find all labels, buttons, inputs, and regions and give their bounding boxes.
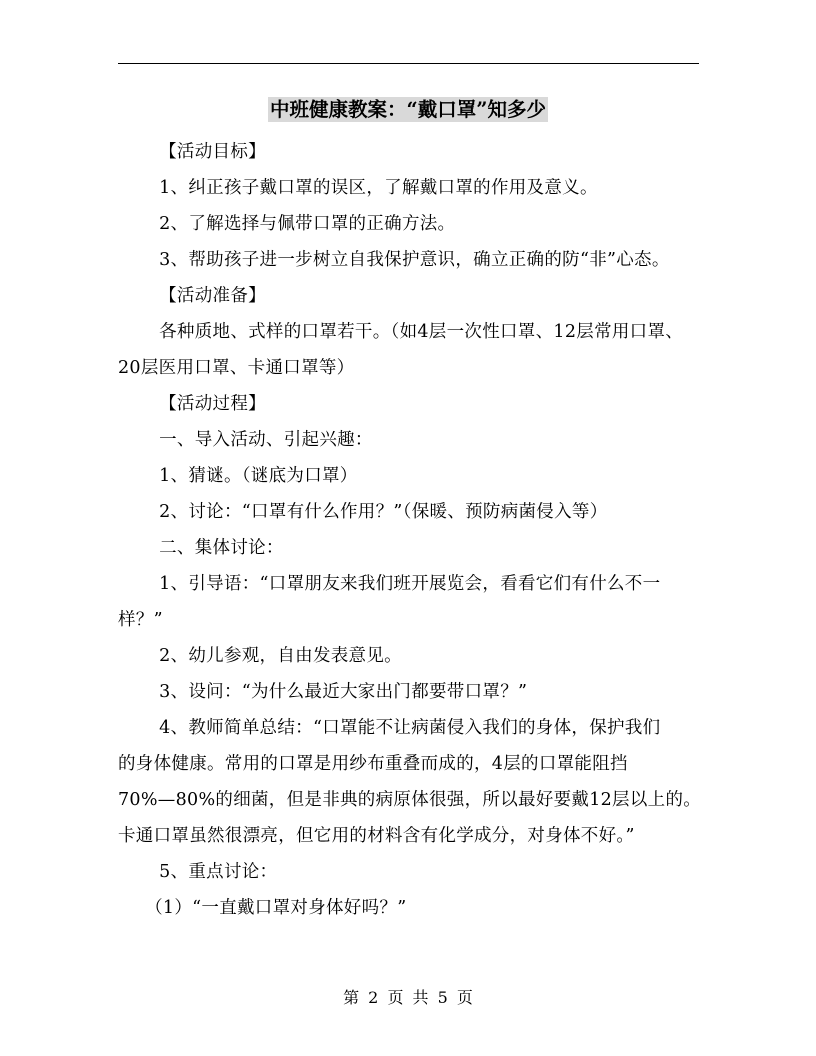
paragraph: 1、引导语：“口罩朋友来我们班开展览会，看看它们有什么不一	[159, 574, 661, 594]
paragraph: 2、了解选择与佩带口罩的正确方法。	[159, 214, 456, 234]
document-title	[0, 94, 816, 126]
section-heading-process: 【活动过程】	[159, 394, 266, 414]
paragraph: 1、猜谜。（谜底为口罩）	[159, 466, 358, 486]
title-text: 中班健康教案：“戴口罩”知多少	[270, 98, 546, 121]
paragraph-continuation: 70%—80%的细菌，但是非典的病原体很强，所以最好要戴12层以上的。	[118, 790, 702, 810]
paragraph: 2、讨论：“口罩有什么作用？”（保暖、预防病菌侵入等）	[159, 502, 608, 522]
paragraph: 4、教师简单总结：“口罩能不让病菌侵入我们的身体，保护我们	[159, 718, 661, 738]
document-body	[118, 134, 702, 926]
paragraph-continuation: 样？”	[118, 610, 163, 630]
paragraph: 3、设问：“为什么最近大家出门都要带口罩？”	[159, 682, 528, 702]
paragraph: 1、纠正孩子戴口罩的误区，了解戴口罩的作用及意义。	[159, 178, 598, 198]
page-footer: 第 2 页 共 5 页	[343, 988, 473, 1007]
paragraph: 二、集体讨论：	[159, 538, 284, 558]
paragraph-continuation: 的身体健康。常用的口罩是用纱布重叠而成的，4层的口罩能阻挡	[118, 754, 628, 774]
paragraph: 一、导入活动、引起兴趣：	[159, 430, 373, 450]
paragraph: 2、幼儿参观，自由发表意见。	[159, 646, 402, 666]
paragraph: 3、帮助孩子进一步树立自我保护意识，确立正确的防“非”心态。	[159, 250, 670, 270]
paragraph-continuation: 卡通口罩虽然很漂亮，但它用的材料含有化学成分，对身体不好。”	[118, 826, 635, 846]
paragraph: 5、重点讨论：	[159, 862, 278, 882]
paragraph-continuation: 20层医用口罩、卡通口罩等）	[118, 358, 355, 378]
header-rule	[118, 63, 699, 64]
section-heading-preparation: 【活动准备】	[159, 286, 266, 306]
section-heading-goals: 【活动目标】	[159, 142, 266, 162]
paragraph: 各种质地、式样的口罩若干。（如4层一次性口罩、12层常用口罩、	[159, 322, 684, 342]
paragraph: （1）“一直戴口罩对身体好吗？”	[145, 898, 407, 918]
